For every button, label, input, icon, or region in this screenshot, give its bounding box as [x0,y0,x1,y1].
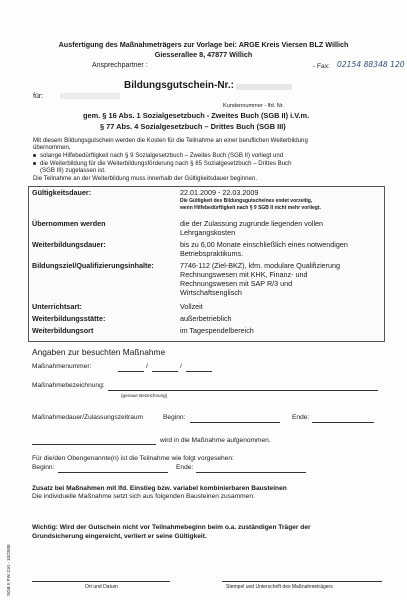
costs-label: Übernommen werden [32,219,106,228]
goal-value-line3: Rechnungswesen mit SAP R/3 und [180,279,293,288]
costs-value-line2: Lehrgangskosten [180,228,236,237]
redacted-recipient-name [60,93,120,99]
measure-begin-field[interactable] [190,422,280,423]
header-line1: Ausfertigung des Maßnahmeträgers zur Vorlage bei: ARGE Kreis Viersen BLZ Willich [58,40,349,49]
teaching-type-label: Unterrichtsart: [32,302,82,311]
participation-begin-field[interactable] [58,472,168,473]
goal-value-line4: Wirtschaftsenglisch [180,288,242,297]
location-value: im Tagespendelbereich [180,326,254,335]
signature-label: Stempel und Unterschrift des Maßnahmeträgers [226,584,333,590]
intro-closing: Die Teilnahme an der Weiterbildung muss innerhalb der Gültigkeitsdauer beginnen. [33,175,258,182]
legal-basis-line2: § 77 Abs. 4 Sozialgesetzbuch – Drittes Buch (SGB III) [100,122,286,131]
intro-bullet1 [33,152,283,159]
measure-name-field[interactable] [108,390,378,391]
measure-end-label: Ende: [292,414,310,421]
measure-number-label: Maßnahmenummer: [32,363,92,370]
measure-duration-label: Maßnahmedauer/Zulassungszeitraum [32,414,144,421]
form-code: SGB II FW 210 - 10/2008 [6,544,11,596]
teaching-type-value: Vollzeit [180,302,203,311]
participant-name-field[interactable] [32,444,156,445]
intro-bullet1-text: solange Hilfebedürftigkeit nach § 9 Sozialgesetzbuch – Zweites Buch (SGB II) vorliegt und [40,152,284,159]
admitted-text: wird in die Maßnahme aufgenommen. [160,437,271,444]
goal-label: Bildungsziel/Qualifizierungsinhalte: [32,261,154,270]
intro-text-line2: übernommen, [33,144,71,151]
contact-label: Ansprechpartner : [92,62,148,69]
measure-name-label: Maßnahmebezeichnung: [32,382,105,389]
intro-text-line1: Mit diesem Bildungsgutschein werden die Kosten für die Teilnahme an einer beruflichen Weiterbildung [33,137,308,144]
goal-value-line1: 7746-112 (Ziel-BKZ), kfm. modulare Qualifizierung [180,261,341,270]
place-date-line[interactable] [32,581,170,582]
measure-end-field[interactable] [312,422,374,423]
duration-label: Weiterbildungsdauer: [32,240,106,249]
participation-text: Für die/den Obengenannte(n) ist die Teilnahme wie folgt vorgesehen: [32,455,234,462]
intro-bullet2-text: die Weiterbildung für die Weiterbildungsförderung nach § 85 Sozialgesetzbuch – Drittes Buch [40,160,292,167]
header-line2: Giesserallee 8, 47877 Willich [154,50,253,59]
bullet-icon [33,154,36,157]
measure-number-field-1[interactable] [118,371,144,372]
legal-basis-line1: gem. § 16 Abs. 1 Sozialgesetzbuch - Zweites Buch (SGB II) i.V.m. [83,111,310,120]
additional-heading: Zusatz bei Maßnahmen mit lfd. Einstieg bzw. variabel kombinierbaren Bausteinen [32,485,287,492]
additional-text: Die individuelle Maßnahme setzt sich aus folgenden Bausteinen zusammen: [32,493,255,500]
venue-label: Weiterbildungsstätte: [32,314,106,323]
duration-value-line1: bis zu 6,00 Monate einschließlich eines notwendigen [180,240,348,249]
warning-line1: Wichtig: Wird der Gutschein nicht vor Teilnahmebeginn beim o.a. zuständigen Träger der [32,524,311,531]
bullet-icon [33,162,36,165]
customer-number-label: Kundennummer - lfd. Nr. [223,103,284,109]
participation-end-label: Ende: [176,464,194,471]
validity-label: Gültigkeitsdauer: [32,188,92,197]
signature-line[interactable] [222,581,382,582]
measure-name-hint: (genaue Bezeichnung) [121,393,168,398]
measure-number-sep-2: / [180,363,182,370]
measure-heading: Angaben zur besuchten Maßnahme [32,347,166,357]
redacted-voucher-number [236,84,292,90]
participation-end-field[interactable] [196,472,306,473]
participation-begin-label: Beginn: [32,464,55,471]
measure-number-sep-1: / [146,363,148,370]
duration-value-line2: Betriebspraktikums. [180,249,244,258]
recipient-label: für: [33,93,44,100]
intro-bullet2-cont: (SGB III) zugelassen ist. [40,167,106,174]
place-date-label: Ort und Datum [85,584,118,590]
validity-value: 22.01.2009 - 22.03.2009 [180,188,259,197]
measure-number-field-3[interactable] [186,371,212,372]
measure-number-field-2[interactable] [152,371,178,372]
validity-note-line2: wenn Hilfebedürftigkeit nach § 9 SGB II nicht mehr vorliegt. [180,205,321,211]
goal-value-line2: Rechnungswesen mit KHK, Finanz- und [180,270,308,279]
venue-value: außerbetrieblich [180,314,232,323]
intro-bullet2 [33,160,291,167]
costs-value-line1: die der Zulassung zugrunde liegenden vollen [180,219,324,228]
measure-begin-label: Beginn: [163,414,186,421]
fax-handwritten: 02154 88348 120 [337,60,405,69]
validity-note-line1: Die Gültigkeit des Bildungsgutscheines endet vorzeitig, [180,198,313,204]
fax-label: - Fax: [313,63,330,70]
location-label: Weiterbildungsort [32,326,94,335]
voucher-title: Bildungsgutschein-Nr.: [124,80,234,91]
warning-line2: Grundsicherung eingereicht, verliert er seine Gültigkeit. [32,533,207,540]
